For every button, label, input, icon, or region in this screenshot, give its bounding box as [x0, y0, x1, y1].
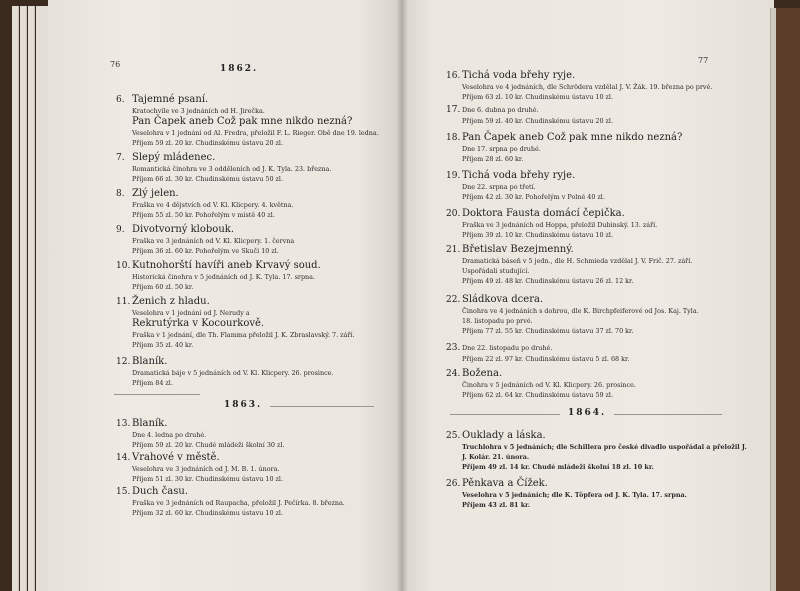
- divider: [114, 394, 200, 395]
- entry-9: 9. Divotvorný klobouk. Fraška ve 3 jednáních od V. Kl. Klicpery. 1. června Příjem 36 zl. 60 kr. Pohořelým ve Skuči 10 zl.: [116, 224, 295, 255]
- entry-21: 21. Břetislav Bezejmenný. Dramatická báseň v 5 jedn., dle H. Schmieda vzdělal J. V. Frič. 27. září. Uspořádali studující. Příjem 49 zl. 48 kr. Chudinskému ústavu 26 zl. 12 kr.: [446, 244, 693, 285]
- entry-20: 20. Doktora Fausta domácí čepička. Fraška ve 3 jednáních od Hoppa, přeložil Dubinský. 13. září. Příjem 39 zl. 10 kr. Chudinskému ústavu 10 zl.: [446, 208, 658, 239]
- entry-25: 25. Ouklady a láska. Truchlohra v 5 jednáních; dle Schillera pro české divadlo uspořádal a přeložil J. J. Kolár. 21. února. Příjem 49 zl. 14 kr. Chudé mládeži školní 18 zl. 10 kr.: [446, 430, 747, 471]
- entry-7: 7. Slepý mládenec. Romantická činohra ve 3 odděleních od J. K. Tyla. 23. března. Příjem 66 zl. 30 kr. Chudinskému ústavu 50 zl.: [116, 152, 332, 183]
- entry-13: 13. Blaník. Dne 4. ledna po druhé. Příjem 59 zl. 20 kr. Chudé mládeži školní 30 zl.: [116, 418, 285, 449]
- right-page: [402, 0, 774, 591]
- page-edge: [20, 6, 27, 591]
- entry-14: 14. Vrahové v městě. Veselohra ve 3 jednáních od J. M. B. 1. února. Příjem 51 zl. 30 kr. Chudinskému ústavu 10 zl.: [116, 452, 283, 483]
- entry-10: 10. Kutnohorští havíři aneb Krvavý soud. Historická činohra v 5 jednáních od J. K. Tyla. 17. srpna. Příjem 60 zl. 50 kr.: [116, 260, 321, 291]
- page-number: 76: [110, 60, 121, 69]
- entry-22: 22. Sládkova dcera. Činohra ve 4 jednáních s dohrou, dle K. Birchpfeiferové od Jos. Kaj. Tyla. 18. listopadu po prvé. Příjem 77 zl. 55 kr. Chudinskému ústavu 37 zl. 70 kr.: [446, 294, 699, 335]
- entry-16: 16. Tichá voda břehy ryje. Veselohra ve 4 jednáních, dle Schrödera vzdělal J. V. Žák. 19. března po prvé. Příjem 63 zl. 10 kr. Chudinskému ústavu 10 zl.: [446, 70, 713, 101]
- entry-18: 18. Pan Čapek aneb Což pak mne nikdo nezná? Dne 17. srpna po druhé. Příjem 28 zl. 60 kr.: [446, 132, 683, 163]
- entry-15: 15. Duch času. Fraška ve 3 jednáních od Raupacha, přeložil J. Pečírka. 8. března. Příjem 32 zl. 60 kr. Chudinskému ústavu 10 zl.: [116, 486, 345, 517]
- entry-11: 11. Ženich z hladu. Veselohra v 1 jednání od J. Nerudy a Rekrutýrka v Kocourkově. Fraška v 1 jednání, dle Th. Flamma přeložil J. K. Zbraslavský. 7. září. Příjem 35 zl. 40 kr.: [116, 296, 355, 349]
- left-page: [48, 0, 402, 591]
- year-heading: 1863.: [224, 400, 263, 410]
- page-edge: [12, 6, 19, 591]
- divider: [614, 414, 722, 415]
- entry-19: 19. Tichá voda břehy ryje. Dne 22. srpna po třetí. Příjem 42 zl. 30 kr. Pohořelým v Polné 40 zl.: [446, 170, 605, 201]
- page-number: 77: [698, 56, 709, 65]
- entry-12: 12. Blaník. Dramatická báje v 5 jednáních od V. Kl. Klicpery. 26. prosince. Příjem 84 zl.: [116, 356, 334, 387]
- year-heading: 1864.: [568, 408, 607, 418]
- divider: [270, 406, 374, 407]
- page-edge: [28, 6, 35, 591]
- book-cover-edge: [776, 8, 800, 591]
- entry-23: 23. Dne 22. listopadu po druhé. Příjem 22 zl. 97 kr. Chudinskému ústavu 5 zl. 68 kr.: [446, 343, 630, 363]
- entry-8: 8. Zlý jelen. Fraška ve 4 dějstvích od V. Kl. Klicpery. 4. května. Příjem 55 zl. 50 kr. Pohořelým v místě 40 zl.: [116, 188, 294, 219]
- year-heading: 1862.: [220, 64, 259, 74]
- entry-17: 17. Dne 6. dubna po druhé. Příjem 59 zl. 40 kr. Chudinskému ústavu 20 zl.: [446, 105, 613, 125]
- entry-6: 6. Tajemné psaní. Kratochvíle ve 3 jednáních od H. Jirečka. Pan Čapek aneb Což pak mne nikdo nezná? Veselohra v 1 jednání od Al. Fredra, přeložil F. L. Rieger. Obě dne 19. ledna. Příjem 59 zl. 20 kr. Chudinskému ústavu 20 zl.: [116, 94, 379, 147]
- entry-24: 24. Božena. Činohra v 5 jednáních od V. Kl. Klicpery. 26. prosince. Příjem 62 zl. 64 kr. Chudinskému ústavu 59 zl.: [446, 368, 636, 399]
- divider: [450, 414, 560, 415]
- book-gutter: [396, 0, 408, 591]
- entry-26: 26. Pěnkava a Čížek. Veselohra v 5 jednáních; dle K. Töpfera od J. K. Tyla. 17. srpna. Příjem 43 zl. 81 kr.: [446, 478, 687, 509]
